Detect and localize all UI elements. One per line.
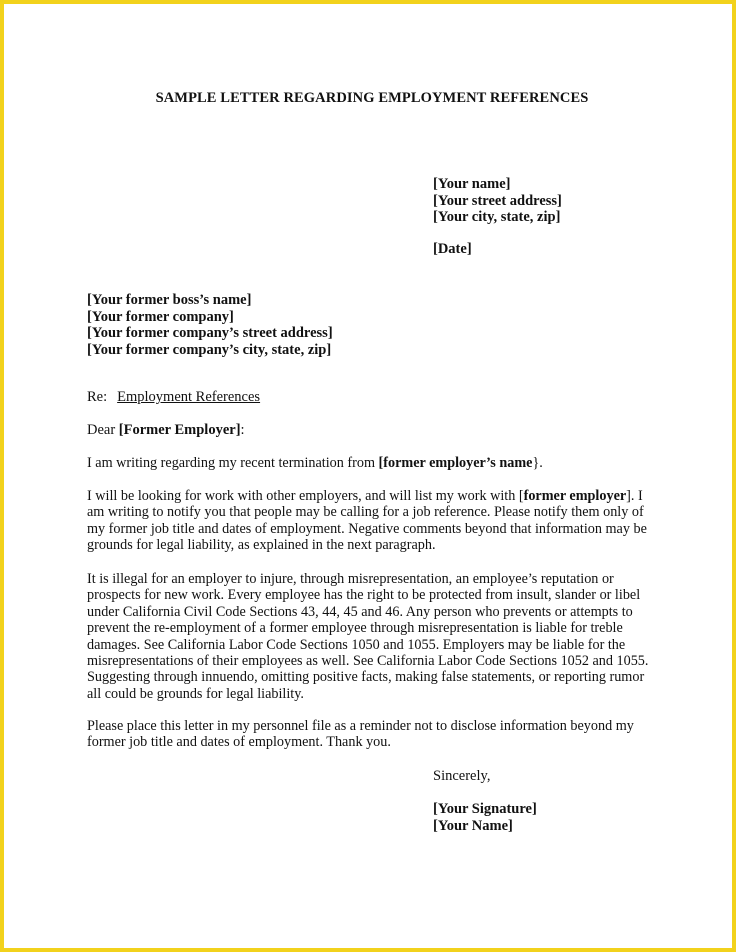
p3-line: Suggesting through innuendo, omitting positive facts, making false statements, or reporting rumor: [87, 669, 645, 686]
recipient-address-block: [87, 292, 333, 358]
signature: [Your Signature]: [433, 801, 537, 817]
signature-block: [433, 801, 537, 834]
recipient-street: [Your former company’s street address]: [87, 325, 333, 341]
p2-line-1: [87, 488, 657, 504]
p1-end: }.: [532, 455, 543, 471]
letter-title: SAMPLE LETTER REGARDING EMPLOYMENT REFERENCES: [155, 90, 589, 106]
paragraph-2: [87, 488, 657, 554]
sender-street: [Your street address]: [433, 192, 562, 209]
p2-former-employer: former employer: [523, 488, 627, 504]
salutation-end: :: [240, 422, 245, 438]
sender-city: [Your city, state, zip]: [433, 209, 561, 225]
re-subject: Employment References: [117, 389, 261, 405]
p1-employer-name: [former employer’s name: [378, 455, 533, 471]
paragraph-1: [87, 455, 657, 471]
re-label: Re:: [87, 389, 108, 405]
salutation-dear: Dear: [87, 422, 119, 438]
paragraph-4: [87, 718, 657, 751]
p2-line-4: grounds for legal liability, as explained in the next paragraph.: [87, 537, 436, 554]
sender-address-block: [433, 176, 562, 226]
p4-line: former job title and dates of employment. Thank you.: [87, 734, 391, 751]
p2-line-2: am writing to notify you that people may be calling for a job reference. Please notify them only of: [87, 504, 644, 521]
recipient-city: [Your former company’s city, state, zip]: [87, 341, 332, 358]
sender-name: [Your name]: [433, 176, 511, 192]
p4-line: Please place this letter in my personnel file as a reminder not to disclose information beyond my: [87, 718, 634, 734]
salutation: [87, 422, 245, 439]
p3-line: all could be grounds for legal liability.: [87, 685, 304, 702]
re-line: [87, 389, 260, 406]
signer-name: [Your Name]: [433, 817, 513, 834]
p3-line: damages. See California Labor Code Sections 1050 and 1055. Employers may be liable for the: [87, 636, 626, 653]
p3-line: under California Civil Code Sections 43, 44, 45 and 46. Any person who prevents or attempts to: [87, 603, 633, 620]
p3-line: misrepresentations of their employees as well. See California Labor Code Sections 1052 and 1055.: [87, 653, 649, 670]
letter-date: [Date]: [433, 241, 472, 257]
p3-line: prospects for new work. Every employee has the right to be protected from insult, slander or libel: [87, 587, 641, 604]
p2-line-3: my former job title and dates of employment. Negative comments beyond that information may be: [87, 520, 647, 537]
salutation-name: [Former Employer]: [118, 422, 241, 438]
p3-line: prevent the re-employment of a former employee through misrepresentation is liable for treble: [87, 620, 623, 637]
p2-line-1a: I will be looking for work with other employers, and will list my work with [: [87, 488, 524, 504]
recipient-boss: [Your former boss’s name]: [87, 292, 252, 308]
recipient-company: [Your former company]: [87, 308, 234, 325]
p1-text: I am writing regarding my recent termination from: [87, 455, 379, 471]
p3-line: It is illegal for an employer to injure, through misrepresentation, an employee’s reputation or: [87, 571, 614, 587]
closing: Sincerely,: [433, 768, 491, 784]
paragraph-3: [87, 571, 657, 702]
p2-line-1c: ]. I: [626, 488, 643, 504]
